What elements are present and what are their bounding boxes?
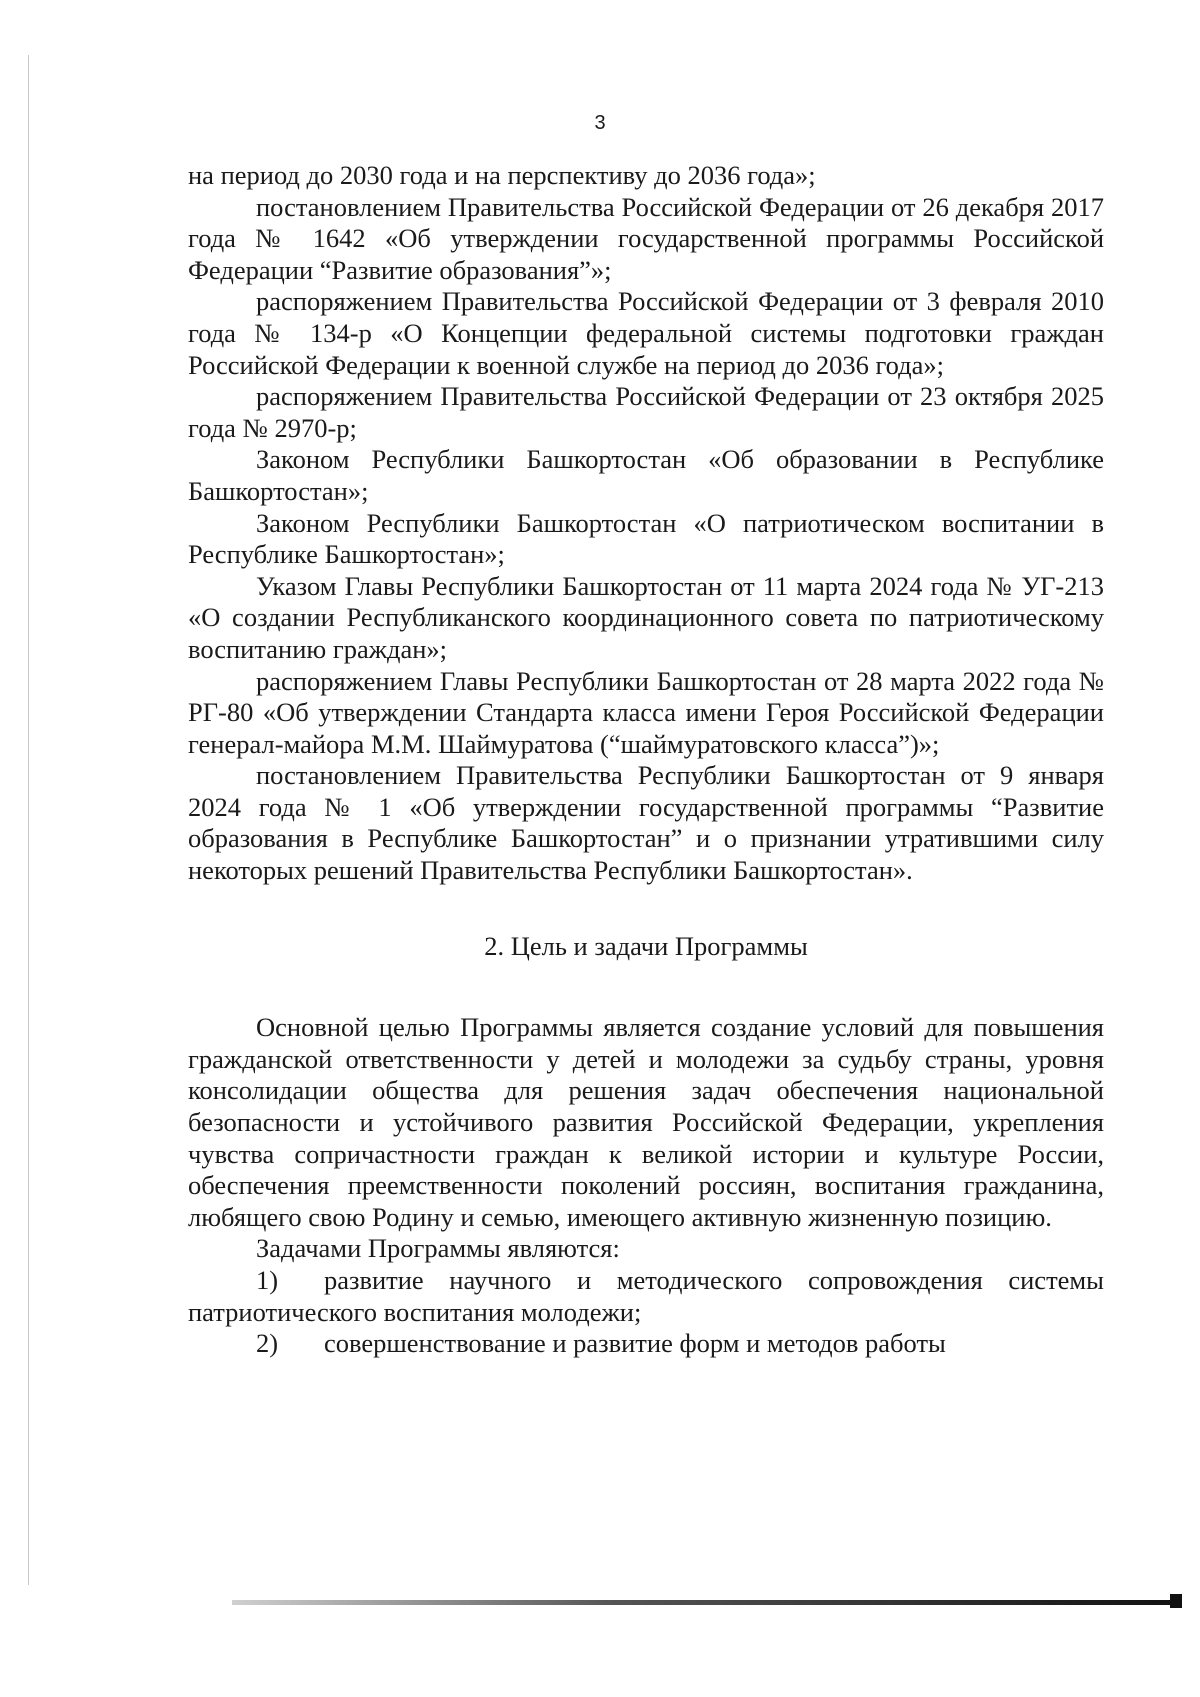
tasks-intro: Задачами Программы являются: xyxy=(256,1233,620,1264)
paragraph: Законом Республики Башкортостан «Об образовании в Республике Башкортостан»; xyxy=(188,444,1104,506)
task-text: развитие научного и методического сопровождения системы патриотического воспитания молодежи; xyxy=(188,1265,1104,1327)
paragraph: распоряжением Главы Республики Башкортостан от 28 марта 2022 года № РГ-80 «Об утверждении Стандарта класса имени Героя Российской Федерации генерал-майора М.М. Шаймуратова (“шаймуратовского класса”)»; xyxy=(188,665,1104,759)
paragraph: Законом Республики Башкортостан «О патриотическом воспитании в Республике Башкортостан»; xyxy=(188,507,1104,570)
page-number: 3 xyxy=(594,112,606,134)
paragraph: постановлением Правительства Республики Башкортостан от 9 января 2024 года № 1 «Об утверждении государственной программы “Развитие образования в Республике Башкортостан” и о признании утратившими силу некоторых решений Правительства Республики Башкортостан». xyxy=(188,760,1104,886)
task-item xyxy=(188,1265,1104,1328)
document-body xyxy=(188,160,1104,1360)
paragraph: постановлением Правительства Российской Федерации от 26 декабря 2017 года № 1642 «Об утверждении государственной программы Российской Федерации “Развитие образования”»; xyxy=(188,191,1104,285)
paragraph: Указом Главы Республики Башкортостан от 11 марта 2024 года № УГ-213 «О создании Республиканского координационного совета по патриотическому воспитанию граждан»; xyxy=(188,570,1104,664)
scan-edge-line xyxy=(28,55,29,1585)
task-text: совершенствование и развитие форм и методов работы xyxy=(324,1328,946,1359)
section-heading: 2. Цель и задачи Программы xyxy=(484,930,808,961)
task-item xyxy=(188,1328,1104,1360)
goal-paragraph: Основной целью Программы является создание условий для повышения гражданской ответственности у детей и молодежи за судьбу страны, уровня консолидации общества для решения задач обеспечения национальной безопасности и устойчивого развития Российской Федерации, укрепления чувства сопричастности граждан к великой истории и культуре России, обеспечения преемственности поколений россиян, воспитания гражданина, любящего свою Родину и семью, имеющего активную жизненную позицию. xyxy=(188,1012,1104,1232)
scan-edge-bar xyxy=(232,1600,1180,1605)
task-number: 1) xyxy=(256,1265,279,1295)
paragraph: распоряжением Правительства Российской Федерации от 23 октября 2025 года № 2970-р; xyxy=(188,381,1104,443)
task-number: 2) xyxy=(256,1328,279,1359)
scan-edge-mark xyxy=(1170,1594,1182,1608)
paragraph: распоряжением Правительства Российской Федерации от 3 февраля 2010 года № 134-р «О Концепции федеральной системы подготовки граждан Российской Федерации к военной службе на период до 2036 года»; xyxy=(188,286,1104,380)
paragraph: на период до 2030 года и на перспективу до 2036 года»; xyxy=(188,160,816,190)
